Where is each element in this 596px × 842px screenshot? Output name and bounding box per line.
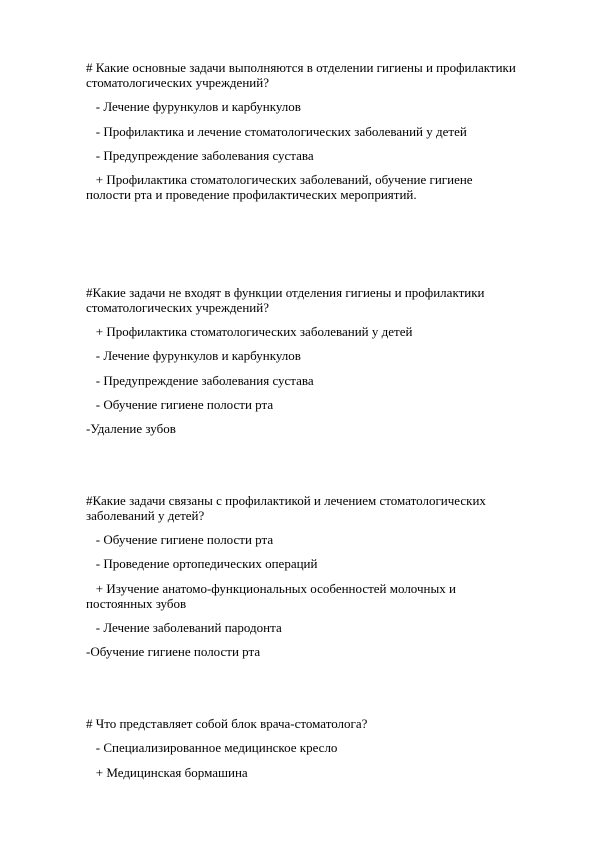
question-2-option-4: - Обучение гигиене полости рта <box>86 397 274 412</box>
question-4-option-1: - Специализированное медицинское кресло <box>86 740 338 755</box>
question-3-option-5: -Обучение гигиене полости рта <box>86 644 261 659</box>
question-2-option-5: -Удаление зубов <box>86 421 176 436</box>
question-1-option-4-line-1: + Профилактика стоматологических заболеваний, обучение гигиене <box>86 172 473 187</box>
question-3-option-3-line-1: + Изучение анатомо-функциональных особенностей молочных и <box>86 581 456 596</box>
question-3-option-2: - Проведение ортопедических операций <box>86 556 318 571</box>
question-1-line-1: # Какие основные задачи выполняются в отделении гигиены и профилактики <box>86 60 516 75</box>
question-1-option-2: - Профилактика и лечение стоматологических заболеваний у детей <box>86 124 467 139</box>
question-3-line-1: #Какие задачи связаны с профилактикой и лечением стоматологических <box>86 493 486 508</box>
question-2-line-2: стоматологических учреждений? <box>86 300 269 315</box>
question-3-option-4: - Лечение заболеваний пародонта <box>86 620 282 635</box>
question-2-option-1: + Профилактика стоматологических заболеваний у детей <box>86 324 413 339</box>
question-3-option-3-line-2: постоянных зубов <box>86 596 187 611</box>
question-4-option-2: + Медицинская бормашина <box>86 765 248 780</box>
question-4-line-1: # Что представляет собой блок врача-стоматолога? <box>86 716 368 731</box>
question-3-option-1: - Обучение гигиене полости рта <box>86 532 274 547</box>
question-1-line-2: стоматологических учреждений? <box>86 75 269 90</box>
question-1-option-1: - Лечение фурункулов и карбункулов <box>86 99 301 114</box>
question-2-option-2: - Лечение фурункулов и карбункулов <box>86 348 301 363</box>
question-3-line-2: заболеваний у детей? <box>86 508 205 523</box>
question-1-option-4-line-2: полости рта и проведение профилактических мероприятий. <box>86 187 417 202</box>
question-2-line-1: #Какие задачи не входят в функции отделения гигиены и профилактики <box>86 285 485 300</box>
question-1-option-3: - Предупреждение заболевания сустава <box>86 148 314 163</box>
question-2-option-3: - Предупреждение заболевания сустава <box>86 373 314 388</box>
